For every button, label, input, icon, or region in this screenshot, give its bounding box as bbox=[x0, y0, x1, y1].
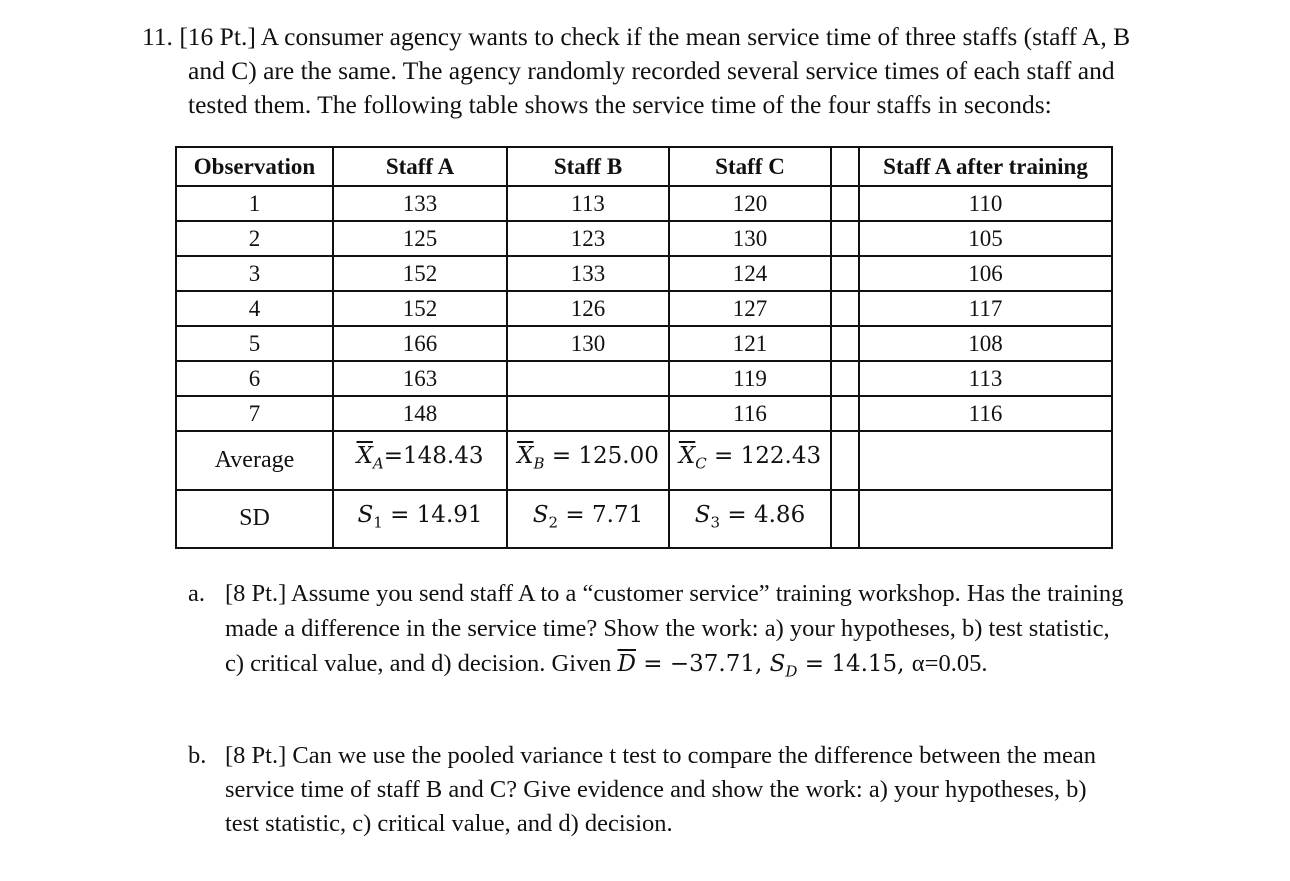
cell-spacer bbox=[831, 396, 859, 431]
xbar-b-value: = 125.00 bbox=[544, 443, 659, 469]
xbar-a-symbol: $\overline{X}$ bbox=[356, 443, 373, 469]
cell-after-training: 113 bbox=[859, 361, 1112, 396]
question-line-1 bbox=[142, 20, 1130, 54]
cell-observation: 3 bbox=[176, 256, 333, 291]
question-text-line-2: and C) are the same. The agency randomly recorded several service times of each staff and bbox=[188, 56, 1115, 85]
average-after-training bbox=[859, 431, 1112, 490]
part-b-line-1: [8 Pt.] Can we use the pooled variance t test to compare the difference between the mean bbox=[225, 742, 1096, 769]
part-b-line-3: test statistic, c) critical value, and d) decision. bbox=[225, 810, 673, 837]
s3-symbol: S bbox=[694, 501, 711, 528]
cell-staff-b bbox=[507, 361, 669, 396]
average-staff-c bbox=[669, 431, 831, 490]
header-staff-a: Staff A bbox=[333, 147, 507, 186]
header-spacer bbox=[831, 147, 859, 186]
s2-subscript: 2 bbox=[548, 513, 559, 532]
cell-staff-a: 163 bbox=[333, 361, 507, 396]
s2-value: = 7.71 bbox=[558, 501, 644, 528]
cell-observation: 7 bbox=[176, 396, 333, 431]
cell-staff-b: 130 bbox=[507, 326, 669, 361]
s1-symbol: S bbox=[357, 501, 374, 528]
sd-spacer bbox=[831, 490, 859, 549]
table-row bbox=[176, 256, 1112, 291]
part-a-line-3-prefix: c) critical value, and d) decision. Given bbox=[225, 650, 618, 677]
table-row bbox=[176, 326, 1112, 361]
cell-staff-b: 113 bbox=[507, 186, 669, 221]
table-row bbox=[176, 221, 1112, 256]
s3-value: = 4.86 bbox=[720, 501, 806, 528]
sd-staff-b bbox=[507, 490, 669, 549]
xbar-c-value: = 122.43 bbox=[706, 443, 822, 469]
cell-staff-c: 121 bbox=[669, 326, 831, 361]
s1-value: = 14.91 bbox=[382, 501, 483, 528]
header-staff-b: Staff B bbox=[507, 147, 669, 186]
table-header-row bbox=[176, 147, 1112, 186]
table-row bbox=[176, 396, 1112, 431]
table-row bbox=[176, 186, 1112, 221]
cell-staff-a: 152 bbox=[333, 291, 507, 326]
question-text-line-1: A consumer agency wants to check if the mean service time of three staffs (staff A, B bbox=[260, 22, 1131, 51]
s3-subscript: 3 bbox=[710, 513, 721, 532]
part-b-line-2: service time of staff B and C? Give evidence and show the work: a) your hypotheses, b) bbox=[225, 776, 1087, 803]
average-row bbox=[176, 431, 1112, 490]
xbar-b-subscript: B bbox=[533, 454, 545, 473]
cell-after-training: 105 bbox=[859, 221, 1112, 256]
sd-label: SD bbox=[176, 490, 333, 549]
header-observation: Observation bbox=[176, 147, 333, 186]
cell-spacer bbox=[831, 221, 859, 256]
cell-staff-b: 126 bbox=[507, 291, 669, 326]
cell-staff-c: 119 bbox=[669, 361, 831, 396]
xbar-b-symbol: $\overline{X}$ bbox=[517, 443, 534, 469]
dbar-value: = −37.71, bbox=[635, 651, 770, 677]
cell-spacer bbox=[831, 256, 859, 291]
cell-after-training: 108 bbox=[859, 326, 1112, 361]
cell-staff-a: 166 bbox=[333, 326, 507, 361]
sd-staff-a bbox=[333, 490, 507, 549]
cell-staff-c: 124 bbox=[669, 256, 831, 291]
cell-after-training: 106 bbox=[859, 256, 1112, 291]
cell-staff-c: 116 bbox=[669, 396, 831, 431]
xbar-c-symbol: $\overline{X}$ bbox=[678, 443, 696, 469]
cell-after-training: 117 bbox=[859, 291, 1112, 326]
average-staff-b bbox=[507, 431, 669, 490]
part-a-line-1: [8 Pt.] Assume you send staff A to a “customer service” training workshop. Has the training bbox=[225, 580, 1124, 607]
cell-staff-c: 127 bbox=[669, 291, 831, 326]
part-a-line-2: made a difference in the service time? Show the work: a) your hypotheses, b) test statistic, bbox=[225, 615, 1110, 642]
cell-observation: 5 bbox=[176, 326, 333, 361]
cell-observation: 6 bbox=[176, 361, 333, 396]
header-staff-a-after-training: Staff A after training bbox=[859, 147, 1112, 186]
cell-staff-a: 133 bbox=[333, 186, 507, 221]
question-number: 11. bbox=[142, 22, 173, 51]
sd-subscript: D bbox=[785, 662, 798, 681]
average-label: Average bbox=[176, 431, 333, 490]
cell-staff-b bbox=[507, 396, 669, 431]
part-b-label: b. bbox=[188, 742, 207, 769]
part-a-label: a. bbox=[188, 580, 205, 607]
sd-symbol: S bbox=[769, 651, 786, 677]
cell-staff-c: 120 bbox=[669, 186, 831, 221]
part-a-line-3 bbox=[225, 647, 1140, 689]
cell-staff-b: 133 bbox=[507, 256, 669, 291]
sd-row bbox=[176, 490, 1112, 549]
cell-staff-a: 148 bbox=[333, 396, 507, 431]
question-text-line-3: tested them. The following table shows the service time of the four staffs in seconds: bbox=[188, 90, 1052, 119]
cell-staff-a: 152 bbox=[333, 256, 507, 291]
cell-after-training: 110 bbox=[859, 186, 1112, 221]
alpha-value: α=0.05. bbox=[911, 650, 988, 677]
cell-observation: 1 bbox=[176, 186, 333, 221]
cell-after-training: 116 bbox=[859, 396, 1112, 431]
sd-after-training bbox=[859, 490, 1112, 549]
cell-staff-c: 130 bbox=[669, 221, 831, 256]
s2-symbol: S bbox=[532, 501, 549, 528]
dbar-expression bbox=[617, 651, 912, 681]
cell-spacer bbox=[831, 186, 859, 221]
cell-spacer bbox=[831, 291, 859, 326]
service-time-table bbox=[175, 146, 1113, 549]
average-staff-a bbox=[333, 431, 507, 490]
sd-value: = 14.15, bbox=[797, 651, 912, 677]
cell-spacer bbox=[831, 326, 859, 361]
sd-staff-c bbox=[669, 490, 831, 549]
table-row bbox=[176, 361, 1112, 396]
average-spacer bbox=[831, 431, 859, 490]
xbar-a-value: =148.43 bbox=[383, 443, 484, 469]
cell-observation: 4 bbox=[176, 291, 333, 326]
xbar-c-subscript: C bbox=[695, 454, 707, 473]
cell-staff-a: 125 bbox=[333, 221, 507, 256]
question-points: [16 Pt.] bbox=[179, 22, 256, 51]
xbar-a-subscript: A bbox=[372, 454, 384, 473]
s1-subscript: 1 bbox=[373, 513, 383, 532]
cell-staff-b: 123 bbox=[507, 221, 669, 256]
cell-spacer bbox=[831, 361, 859, 396]
header-staff-c: Staff C bbox=[669, 147, 831, 186]
table-row bbox=[176, 291, 1112, 326]
dbar-symbol: $\overline{D}$ bbox=[617, 651, 636, 677]
cell-observation: 2 bbox=[176, 221, 333, 256]
